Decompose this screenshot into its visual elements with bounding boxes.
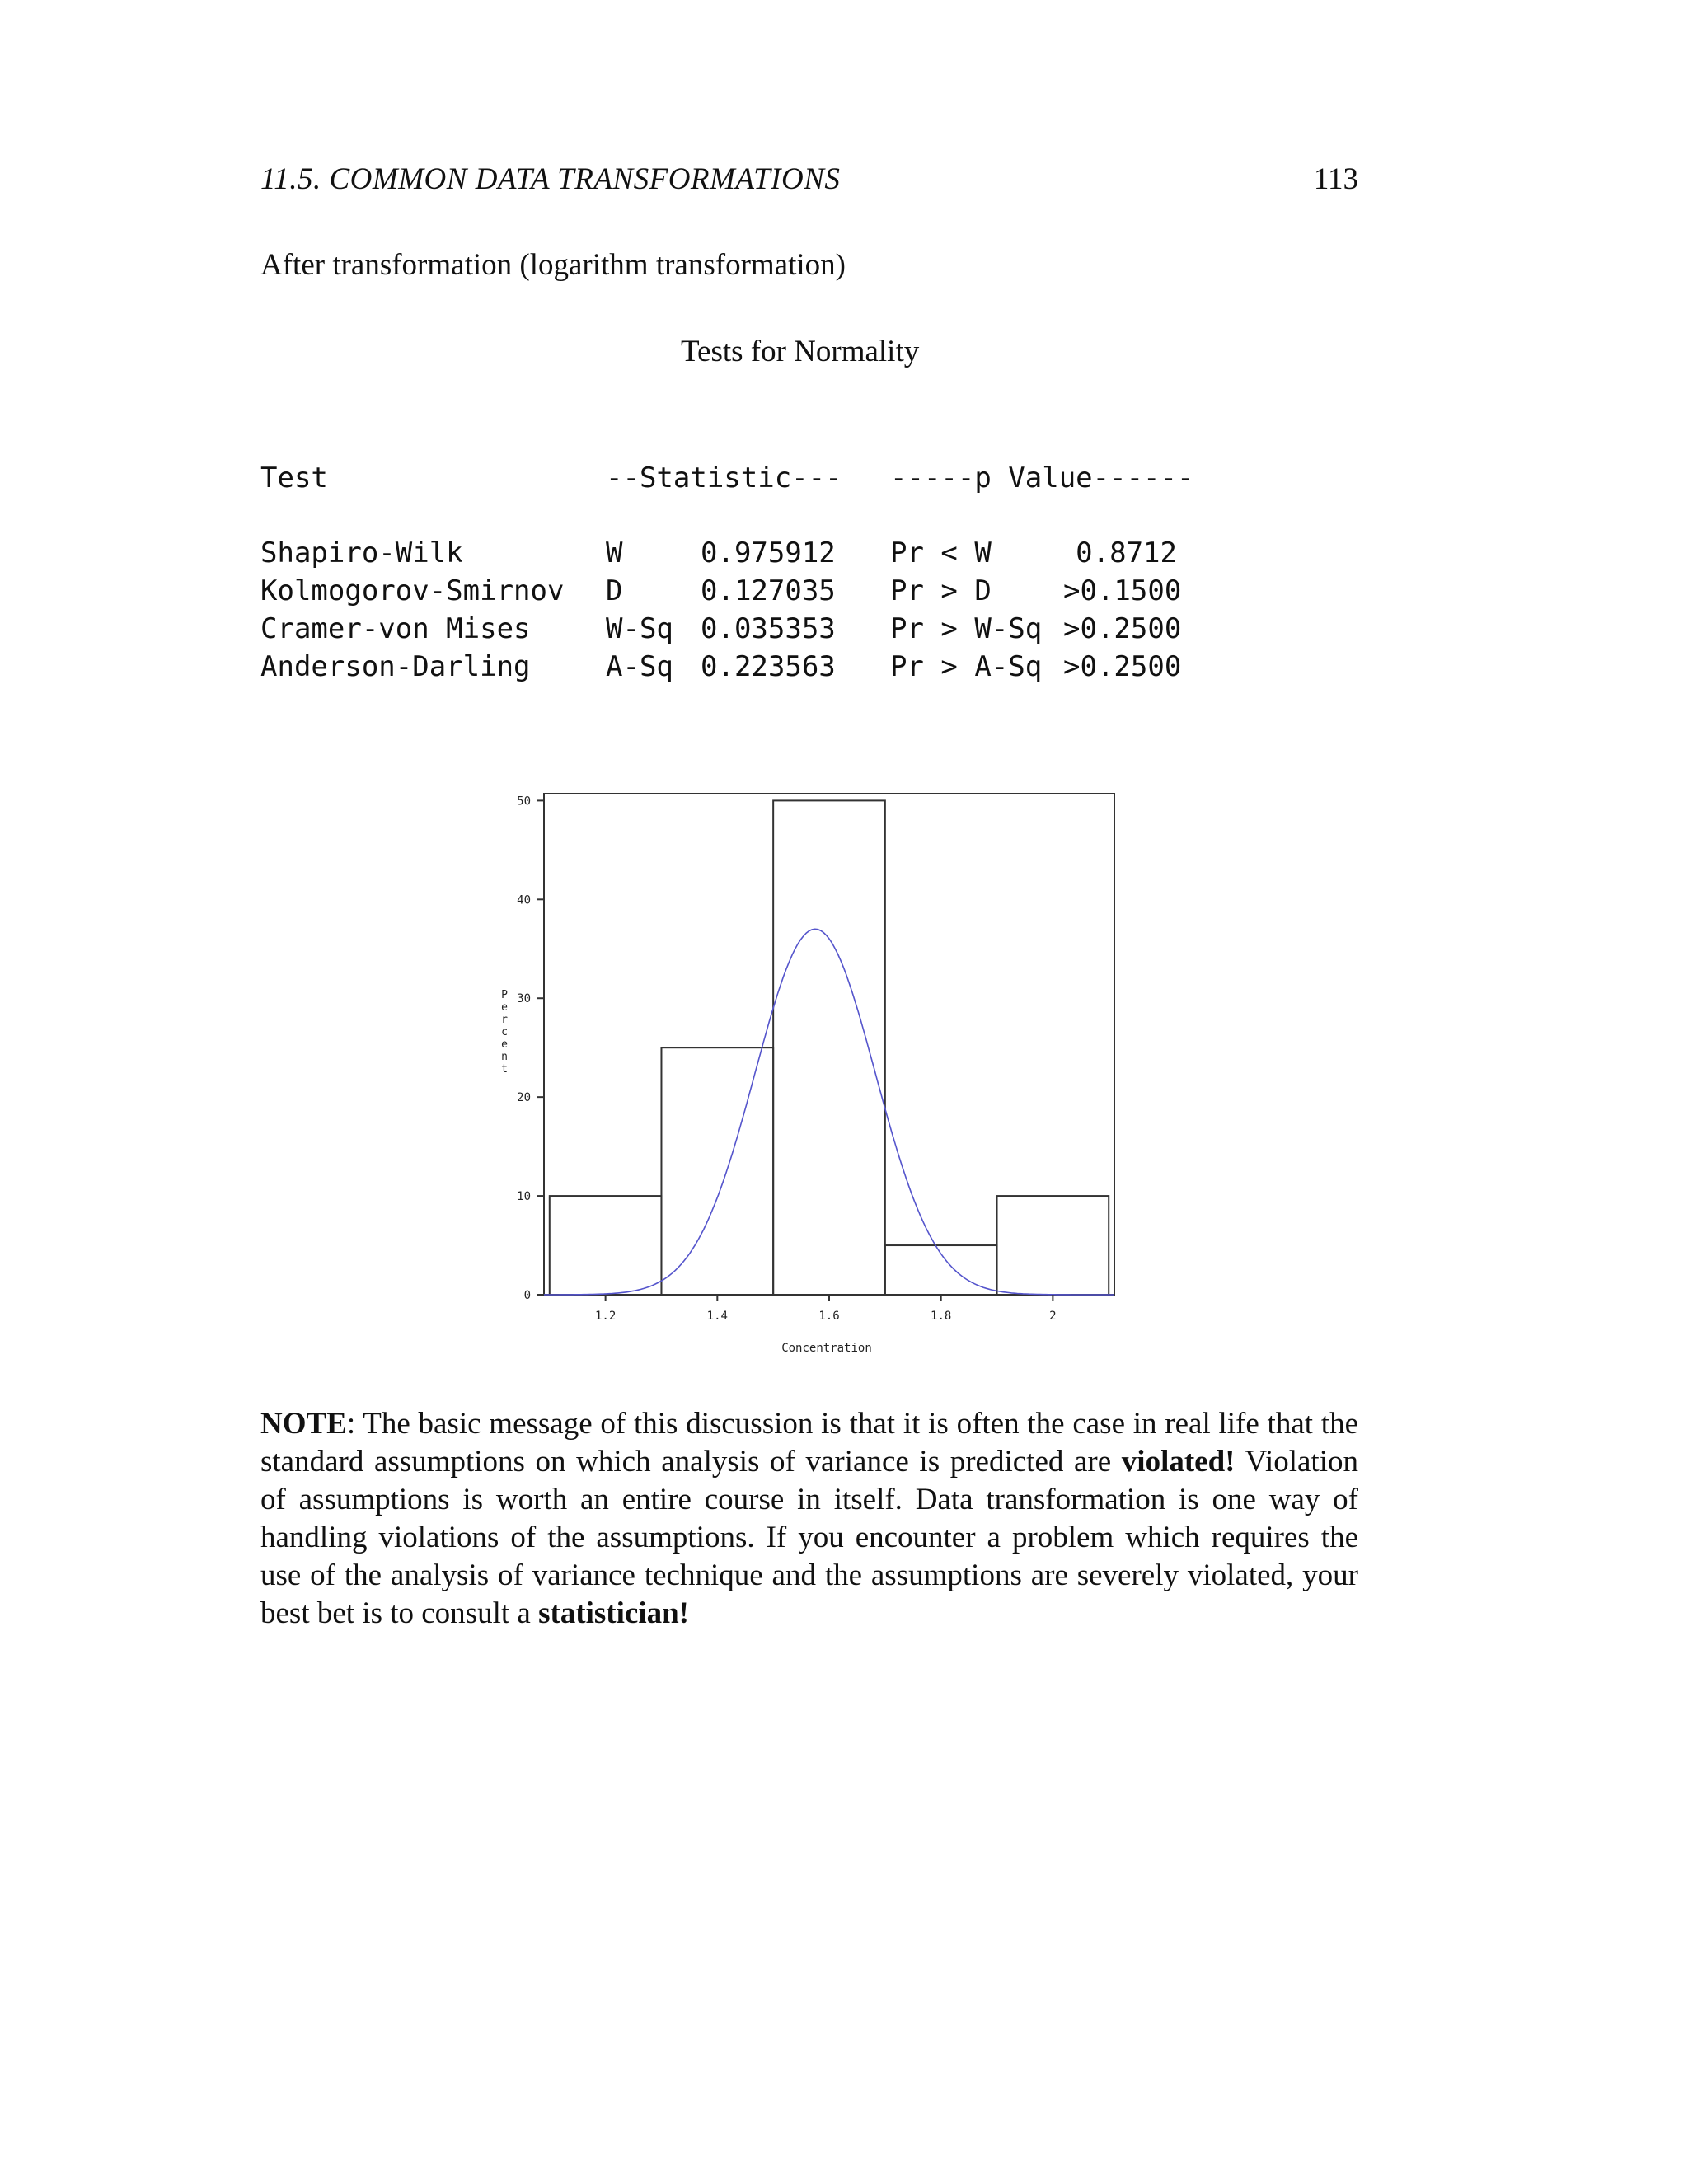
table-title: Tests for Normality bbox=[681, 335, 920, 368]
plot-frame bbox=[544, 794, 1114, 1295]
intro-text: After transformation (logarithm transformation) bbox=[260, 248, 846, 282]
row-stat-name: W bbox=[606, 537, 623, 569]
row-stat-name: A-Sq bbox=[606, 650, 673, 683]
y-tick-label: 40 bbox=[517, 893, 531, 907]
row-p-label: Pr > W-Sq bbox=[890, 612, 1043, 645]
x-tick-label: 1.6 bbox=[818, 1310, 840, 1323]
y-axis-label-char: t bbox=[501, 1063, 508, 1076]
y-axis-label-char: e bbox=[501, 1001, 508, 1015]
col-header-statistic: --Statistic--- bbox=[606, 462, 842, 494]
row-test: Kolmogorov-Smirnov bbox=[260, 574, 565, 607]
row-test: Cramer-von Mises bbox=[260, 612, 531, 645]
x-tick-label: 1.4 bbox=[706, 1310, 728, 1323]
y-axis-label-char: r bbox=[501, 1014, 508, 1027]
row-p-label: Pr < W bbox=[890, 537, 992, 569]
row-test: Shapiro-Wilk bbox=[260, 537, 463, 569]
row-p-value: 0.8712 bbox=[1076, 537, 1177, 569]
y-tick-label: 50 bbox=[517, 794, 531, 808]
row-p-label: Pr > A-Sq bbox=[890, 650, 1043, 683]
row-p-value: >0.1500 bbox=[1063, 574, 1182, 607]
y-axis-label-char: e bbox=[501, 1038, 508, 1052]
y-tick-label: 20 bbox=[517, 1091, 531, 1105]
note-text-2: Violation of assumptions is worth an entire course in itself. Data transformation is one way of handling violations of the assumptions. If you encounter a problem which requires the use of the analysis of variance technique and the assumptions are severely violated, your best bet is to consult a bbox=[260, 1445, 1358, 1630]
note-paragraph bbox=[260, 1405, 1358, 1633]
x-tick-label: 1.2 bbox=[594, 1310, 617, 1323]
col-header-test: Test bbox=[260, 462, 328, 494]
row-stat-value: 0.035353 bbox=[701, 612, 836, 645]
row-p-value: >0.2500 bbox=[1063, 650, 1182, 683]
note-bold-2: statistician! bbox=[538, 1596, 690, 1630]
y-axis-label-char: n bbox=[501, 1051, 508, 1064]
histogram-bar bbox=[997, 1196, 1109, 1295]
x-axis-label: Concentration bbox=[781, 1342, 872, 1355]
row-stat-value: 0.127035 bbox=[701, 574, 836, 607]
y-tick-label: 0 bbox=[523, 1289, 531, 1302]
normal-curve bbox=[544, 929, 1114, 1295]
col-header-p-value: -----p Value------ bbox=[890, 462, 1194, 494]
row-stat-value: 0.975912 bbox=[701, 537, 836, 569]
y-tick-label: 10 bbox=[517, 1190, 531, 1204]
histogram-bar bbox=[550, 1196, 662, 1295]
row-p-value: >0.2500 bbox=[1063, 612, 1182, 645]
row-p-label: Pr > D bbox=[890, 574, 992, 607]
x-tick-label: 1.8 bbox=[931, 1310, 952, 1323]
y-axis-label-char: c bbox=[501, 1026, 508, 1039]
row-stat-name: D bbox=[606, 574, 623, 607]
x-tick-label: 2 bbox=[1049, 1310, 1057, 1323]
y-axis-label-char: P bbox=[501, 989, 508, 1002]
histogram-chart bbox=[470, 783, 1129, 1360]
row-test: Anderson-Darling bbox=[260, 650, 531, 683]
y-tick-label: 30 bbox=[517, 992, 531, 1006]
note-text-1: : The basic message of this discussion is that it is often the case in real life that the standard assumptions on which analysis of variance is predicted are bbox=[260, 1407, 1358, 1479]
note-label: NOTE bbox=[260, 1407, 347, 1441]
section-header: 11.5. COMMON DATA TRANSFORMATIONS bbox=[260, 162, 841, 196]
page-number: 113 bbox=[1313, 162, 1358, 196]
row-stat-value: 0.223563 bbox=[701, 650, 836, 683]
note-bold-1: violated! bbox=[1121, 1445, 1236, 1479]
row-stat-name: W-Sq bbox=[606, 612, 673, 645]
histogram-bar bbox=[661, 1047, 773, 1295]
